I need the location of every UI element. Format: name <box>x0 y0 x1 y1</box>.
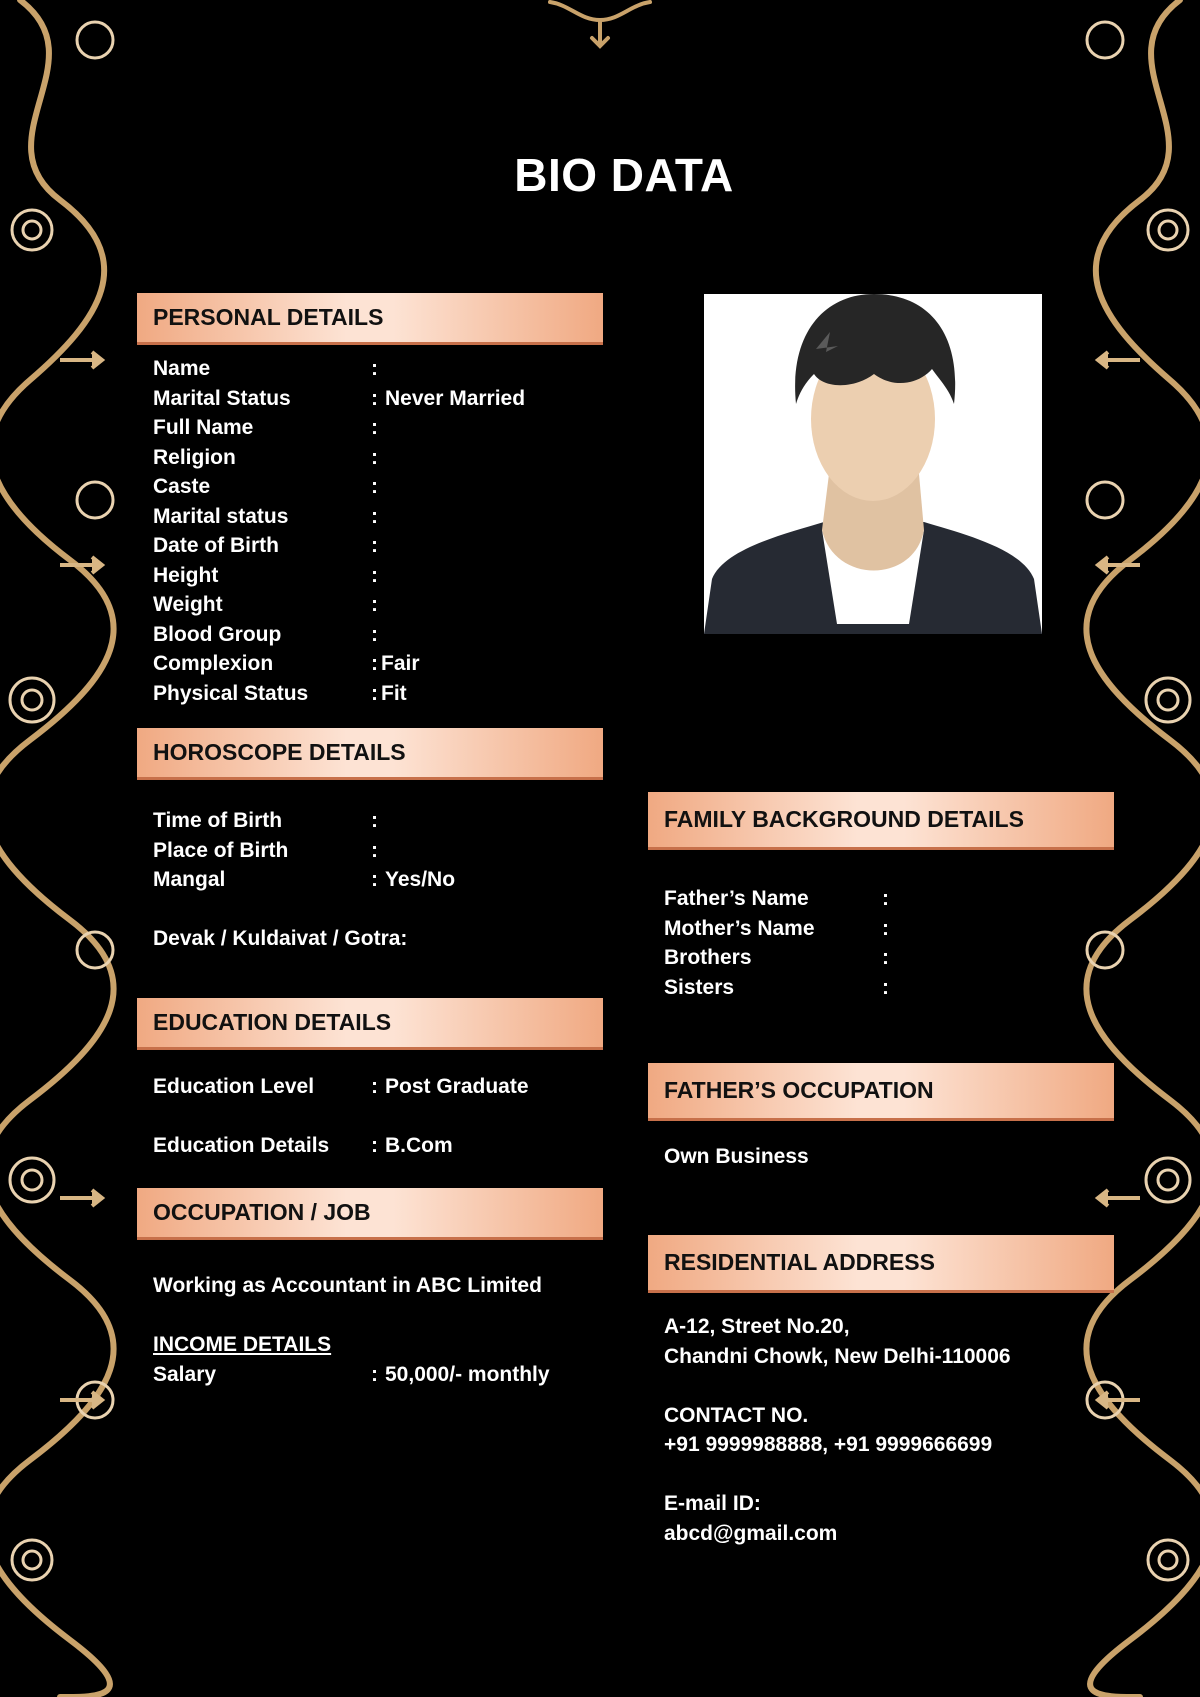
horoscope-details-header <box>137 728 603 780</box>
personal-details-header <box>137 293 603 345</box>
family-background-heading: FAMILY BACKGROUND DETAILS <box>664 806 1024 832</box>
page-title: BIO DATA <box>514 149 734 201</box>
residential-address-heading: RESIDENTIAL ADDRESS <box>664 1249 935 1275</box>
profile-photo <box>704 294 1042 634</box>
residential-address-header <box>648 1235 1114 1293</box>
education-details-header <box>137 998 603 1050</box>
fathers-occupation-text: Own Business <box>664 1145 809 1168</box>
contact-label: CONTACT NO. <box>664 1404 809 1427</box>
top-ornament <box>530 0 670 50</box>
occupation-header <box>137 1188 603 1240</box>
avatar-illustration <box>704 294 1042 634</box>
ornamental-border-left <box>0 0 130 1697</box>
income-details-heading: INCOME DETAILS <box>153 1333 332 1356</box>
occupation-text: Working as Accountant in ABC Limited <box>153 1274 542 1297</box>
horoscope-details-heading: HOROSCOPE DETAILS <box>153 739 406 765</box>
address-line-2: Chandni Chowk, New Delhi-110006 <box>664 1345 1011 1368</box>
address-line-1: A-12, Street No.20, <box>664 1315 850 1338</box>
contact-number: +91 9999988888, +91 9999666699 <box>664 1433 993 1456</box>
gotra-label: Devak / Kuldaivat / Gotra: <box>153 927 408 950</box>
fathers-occupation-heading: FATHER’S OCCUPATION <box>664 1077 934 1103</box>
email-address: abcd@gmail.com <box>664 1522 838 1545</box>
occupation-heading: OCCUPATION / JOB <box>153 1199 371 1225</box>
education-details-heading: EDUCATION DETAILS <box>153 1009 392 1035</box>
family-background-header <box>648 792 1114 850</box>
email-label: E-mail ID: <box>664 1492 761 1515</box>
fathers-occupation-header <box>648 1063 1114 1121</box>
personal-details-heading: PERSONAL DETAILS <box>153 304 384 330</box>
